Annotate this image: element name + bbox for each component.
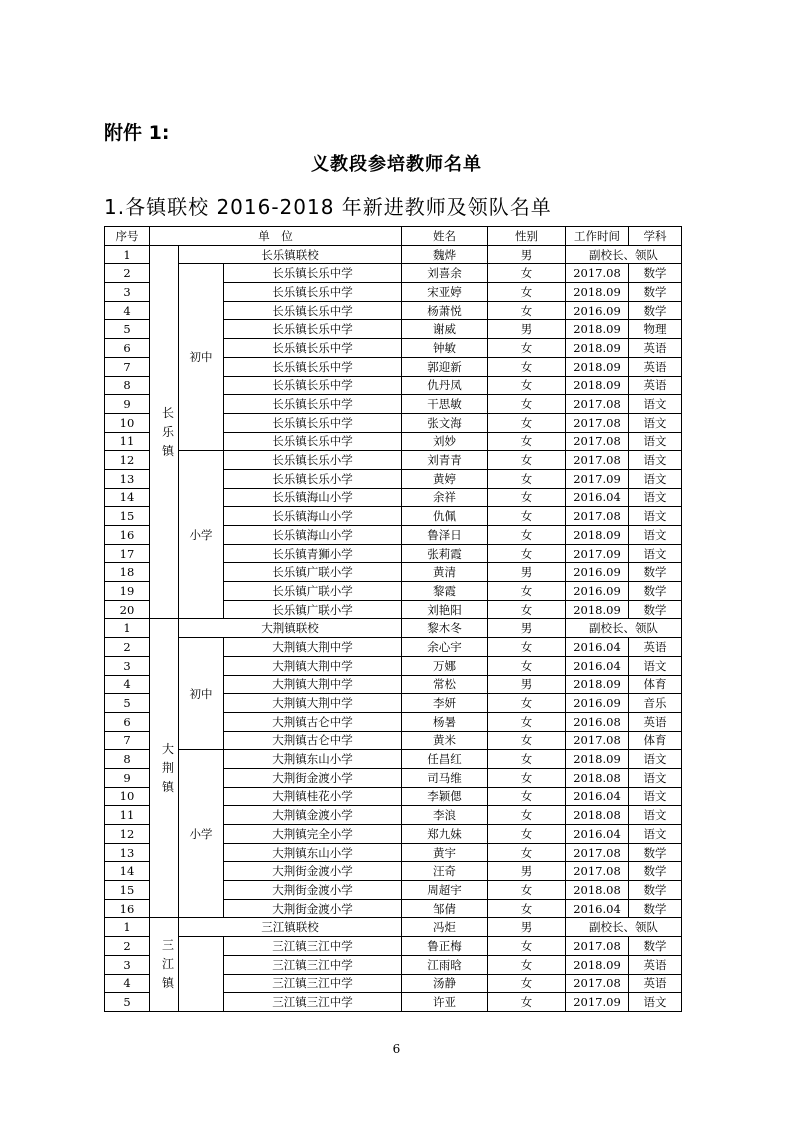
unit-cell: 大荆街金渡小学 (224, 768, 402, 787)
subject-cell: 语文 (629, 825, 682, 844)
unit-cell: 大荆街金渡小学 (224, 881, 402, 900)
table-header-row (105, 227, 682, 246)
unit-cell: 大荆镇金渡小学 (224, 806, 402, 825)
row-no-cell: 10 (105, 787, 150, 806)
name-cell: 钟敏 (402, 339, 488, 358)
work-time-cell: 2016.04 (566, 638, 629, 657)
gender-cell: 女 (488, 787, 566, 806)
name-cell: 郭迎新 (402, 357, 488, 376)
work-time-cell: 2017.08 (566, 451, 629, 470)
gender-cell: 女 (488, 395, 566, 414)
subject-cell: 数学 (629, 881, 682, 900)
work-time-cell: 2018.09 (566, 526, 629, 545)
name-cell: 刘青青 (402, 451, 488, 470)
name-cell: 魏烨 (402, 245, 488, 264)
row-no-cell: 18 (105, 563, 150, 582)
row-no-cell: 11 (105, 806, 150, 825)
table-row (105, 264, 682, 283)
subject-cell: 数学 (629, 600, 682, 619)
work-time-cell: 2016.04 (566, 899, 629, 918)
gender-cell: 女 (488, 974, 566, 993)
gender-cell: 男 (488, 563, 566, 582)
unit-cell: 长乐镇长乐中学 (224, 320, 402, 339)
row-no-cell: 12 (105, 451, 150, 470)
name-cell: 黄婷 (402, 469, 488, 488)
unit-cell: 长乐镇广联小学 (224, 582, 402, 601)
name-cell: 鲁正梅 (402, 937, 488, 956)
subject-cell: 语文 (629, 544, 682, 563)
gender-cell: 女 (488, 955, 566, 974)
row-no-cell: 19 (105, 582, 150, 601)
unit-cell: 长乐镇长乐中学 (224, 357, 402, 376)
gender-cell: 女 (488, 451, 566, 470)
work-time-cell: 2018.08 (566, 806, 629, 825)
role-cell: 副校长、领队 (566, 918, 682, 937)
row-no-cell: 6 (105, 339, 150, 358)
unit-cell: 大荆镇完全小学 (224, 825, 402, 844)
school-level-cell: 初中 (179, 638, 224, 750)
subject-cell: 语文 (629, 750, 682, 769)
work-time-cell: 2017.08 (566, 862, 629, 881)
subject-cell: 英语 (629, 339, 682, 358)
row-no-cell: 13 (105, 469, 150, 488)
name-cell: 江雨晗 (402, 955, 488, 974)
row-no-cell: 7 (105, 731, 150, 750)
gender-cell: 女 (488, 806, 566, 825)
subject-cell: 英语 (629, 638, 682, 657)
work-time-cell: 2018.08 (566, 768, 629, 787)
row-no-cell: 1 (105, 619, 150, 638)
work-time-cell: 2016.04 (566, 787, 629, 806)
row-no-cell: 6 (105, 712, 150, 731)
name-cell: 郑九妹 (402, 825, 488, 844)
row-no-cell: 16 (105, 526, 150, 545)
page-number: 6 (392, 1042, 401, 1056)
row-no-cell: 15 (105, 507, 150, 526)
row-no-cell: 1 (105, 918, 150, 937)
subject-cell: 语文 (629, 413, 682, 432)
name-cell: 李妍 (402, 694, 488, 713)
name-cell: 刘艳阳 (402, 600, 488, 619)
school-level-cell: 初中 (179, 264, 224, 451)
subject-cell: 语文 (629, 469, 682, 488)
work-time-cell: 2018.09 (566, 376, 629, 395)
subject-cell: 语文 (629, 993, 682, 1012)
work-time-cell: 2016.04 (566, 825, 629, 844)
name-cell: 黄米 (402, 731, 488, 750)
gender-cell: 女 (488, 357, 566, 376)
subject-cell: 语文 (629, 526, 682, 545)
name-cell: 李颖偲 (402, 787, 488, 806)
gender-cell: 女 (488, 881, 566, 900)
work-time-cell: 2017.09 (566, 544, 629, 563)
subject-cell: 数学 (629, 563, 682, 582)
unit-cell: 长乐镇联校 (179, 245, 402, 264)
header-work-time: 工作时间 (566, 227, 629, 246)
attachment-label: 附件 1: (104, 122, 170, 144)
gender-cell: 男 (488, 675, 566, 694)
subject-cell: 英语 (629, 974, 682, 993)
subject-cell: 数学 (629, 264, 682, 283)
town-name-cell: 长乐镇 (150, 245, 179, 619)
unit-cell: 长乐镇广联小学 (224, 600, 402, 619)
gender-cell: 男 (488, 619, 566, 638)
header-no: 序号 (105, 227, 150, 246)
unit-cell: 长乐镇长乐中学 (224, 301, 402, 320)
work-time-cell: 2016.04 (566, 488, 629, 507)
unit-cell: 长乐镇海山小学 (224, 507, 402, 526)
subject-cell: 语文 (629, 432, 682, 451)
work-time-cell: 2017.09 (566, 469, 629, 488)
row-no-cell: 14 (105, 488, 150, 507)
work-time-cell: 2016.08 (566, 712, 629, 731)
subject-cell: 数学 (629, 899, 682, 918)
name-cell: 汤静 (402, 974, 488, 993)
gender-cell: 女 (488, 638, 566, 657)
row-no-cell: 4 (105, 974, 150, 993)
unit-cell: 三江镇三江中学 (224, 955, 402, 974)
row-no-cell: 5 (105, 320, 150, 339)
work-time-cell: 2017.08 (566, 731, 629, 750)
role-cell: 副校长、领队 (566, 245, 682, 264)
name-cell: 杨萧悦 (402, 301, 488, 320)
gender-cell: 女 (488, 899, 566, 918)
unit-cell: 大荆镇大荆中学 (224, 675, 402, 694)
gender-cell: 女 (488, 339, 566, 358)
name-cell: 黄清 (402, 563, 488, 582)
work-time-cell: 2017.09 (566, 993, 629, 1012)
town-name-cell: 三江镇 (150, 918, 179, 1011)
work-time-cell: 2017.08 (566, 507, 629, 526)
gender-cell: 女 (488, 731, 566, 750)
row-no-cell: 17 (105, 544, 150, 563)
subject-cell: 语文 (629, 768, 682, 787)
name-cell: 仇佩 (402, 507, 488, 526)
table-row (105, 918, 682, 937)
row-no-cell: 20 (105, 600, 150, 619)
row-no-cell: 8 (105, 750, 150, 769)
unit-cell: 大荆街金渡小学 (224, 862, 402, 881)
subject-cell: 数学 (629, 283, 682, 302)
unit-cell: 大荆镇大荆中学 (224, 656, 402, 675)
row-no-cell: 7 (105, 357, 150, 376)
name-cell: 黎木冬 (402, 619, 488, 638)
name-cell: 周超宇 (402, 881, 488, 900)
gender-cell: 女 (488, 301, 566, 320)
document-title: 义教段参培教师名单 (311, 154, 482, 175)
unit-cell: 三江镇联校 (179, 918, 402, 937)
work-time-cell: 2018.09 (566, 283, 629, 302)
unit-cell: 长乐镇青狮小学 (224, 544, 402, 563)
work-time-cell: 2017.08 (566, 432, 629, 451)
row-no-cell: 3 (105, 656, 150, 675)
work-time-cell: 2017.08 (566, 395, 629, 414)
gender-cell: 女 (488, 507, 566, 526)
unit-cell: 长乐镇长乐中学 (224, 264, 402, 283)
unit-cell: 大荆镇桂花小学 (224, 787, 402, 806)
row-no-cell: 10 (105, 413, 150, 432)
name-cell: 黄宇 (402, 843, 488, 862)
work-time-cell: 2018.09 (566, 955, 629, 974)
row-no-cell: 2 (105, 264, 150, 283)
unit-cell: 长乐镇长乐中学 (224, 339, 402, 358)
name-cell: 邹倩 (402, 899, 488, 918)
unit-cell: 长乐镇广联小学 (224, 563, 402, 582)
unit-cell: 长乐镇长乐中学 (224, 395, 402, 414)
gender-cell: 女 (488, 937, 566, 956)
row-no-cell: 8 (105, 376, 150, 395)
gender-cell: 女 (488, 768, 566, 787)
gender-cell: 女 (488, 376, 566, 395)
school-level-cell: 小学 (179, 750, 224, 918)
name-cell: 干思敏 (402, 395, 488, 414)
name-cell: 宋亚婷 (402, 283, 488, 302)
work-time-cell: 2018.09 (566, 339, 629, 358)
gender-cell: 女 (488, 750, 566, 769)
gender-cell: 女 (488, 656, 566, 675)
gender-cell: 女 (488, 993, 566, 1012)
subject-cell: 数学 (629, 937, 682, 956)
gender-cell: 女 (488, 825, 566, 844)
row-no-cell: 2 (105, 638, 150, 657)
gender-cell: 男 (488, 320, 566, 339)
school-level-cell (179, 937, 224, 1012)
unit-cell: 长乐镇长乐中学 (224, 283, 402, 302)
gender-cell: 女 (488, 488, 566, 507)
name-cell: 任昌红 (402, 750, 488, 769)
work-time-cell: 2017.08 (566, 974, 629, 993)
table-row (105, 750, 682, 769)
subject-cell: 语文 (629, 787, 682, 806)
header-name: 姓名 (402, 227, 488, 246)
row-no-cell: 15 (105, 881, 150, 900)
row-no-cell: 13 (105, 843, 150, 862)
name-cell: 余心宇 (402, 638, 488, 657)
role-cell: 副校长、领队 (566, 619, 682, 638)
section-title: 1.各镇联校 2016-2018 年新进教师及领队名单 (104, 195, 552, 219)
header-gender: 性别 (488, 227, 566, 246)
work-time-cell: 2016.09 (566, 563, 629, 582)
unit-cell: 大荆镇东山小学 (224, 843, 402, 862)
gender-cell: 女 (488, 283, 566, 302)
header-unit: 单 位 (150, 227, 402, 246)
subject-cell: 物理 (629, 320, 682, 339)
unit-cell: 大荆镇大荆中学 (224, 638, 402, 657)
name-cell: 仇丹凤 (402, 376, 488, 395)
name-cell: 万娜 (402, 656, 488, 675)
table-row (105, 245, 682, 264)
row-no-cell: 5 (105, 694, 150, 713)
work-time-cell: 2017.08 (566, 843, 629, 862)
subject-cell: 语文 (629, 451, 682, 470)
subject-cell: 语文 (629, 656, 682, 675)
table-row (105, 937, 682, 956)
gender-cell: 女 (488, 843, 566, 862)
name-cell: 杨暑 (402, 712, 488, 731)
unit-cell: 大荆镇古仑中学 (224, 712, 402, 731)
unit-cell: 长乐镇长乐中学 (224, 432, 402, 451)
unit-cell: 长乐镇长乐中学 (224, 413, 402, 432)
unit-cell: 长乐镇长乐小学 (224, 451, 402, 470)
subject-cell: 英语 (629, 357, 682, 376)
gender-cell: 女 (488, 264, 566, 283)
name-cell: 黎霞 (402, 582, 488, 601)
name-cell: 张文海 (402, 413, 488, 432)
name-cell: 刘妙 (402, 432, 488, 451)
subject-cell: 英语 (629, 712, 682, 731)
row-no-cell: 9 (105, 395, 150, 414)
unit-cell: 长乐镇海山小学 (224, 488, 402, 507)
unit-cell: 三江镇三江中学 (224, 974, 402, 993)
subject-cell: 英语 (629, 376, 682, 395)
work-time-cell: 2017.08 (566, 937, 629, 956)
gender-cell: 男 (488, 862, 566, 881)
subject-cell: 数学 (629, 301, 682, 320)
header-subject: 学科 (629, 227, 682, 246)
work-time-cell: 2018.09 (566, 675, 629, 694)
name-cell: 鲁泽日 (402, 526, 488, 545)
work-time-cell: 2016.04 (566, 656, 629, 675)
row-no-cell: 5 (105, 993, 150, 1012)
teacher-roster-table (104, 226, 682, 1012)
unit-cell: 大荆镇联校 (179, 619, 402, 638)
work-time-cell: 2017.08 (566, 413, 629, 432)
unit-cell: 大荆镇东山小学 (224, 750, 402, 769)
row-no-cell: 11 (105, 432, 150, 451)
name-cell: 张莉霞 (402, 544, 488, 563)
subject-cell: 音乐 (629, 694, 682, 713)
gender-cell: 女 (488, 600, 566, 619)
name-cell: 余祥 (402, 488, 488, 507)
name-cell: 常松 (402, 675, 488, 694)
gender-cell: 女 (488, 432, 566, 451)
name-cell: 汪奇 (402, 862, 488, 881)
town-name-cell: 大荆镇 (150, 619, 179, 918)
gender-cell: 女 (488, 526, 566, 545)
work-time-cell: 2016.09 (566, 301, 629, 320)
subject-cell: 语文 (629, 488, 682, 507)
unit-cell: 三江镇三江中学 (224, 937, 402, 956)
unit-cell: 长乐镇长乐小学 (224, 469, 402, 488)
row-no-cell: 16 (105, 899, 150, 918)
subject-cell: 数学 (629, 862, 682, 881)
unit-cell: 三江镇三江中学 (224, 993, 402, 1012)
table-row (105, 451, 682, 470)
gender-cell: 女 (488, 469, 566, 488)
subject-cell: 语文 (629, 806, 682, 825)
school-level-cell: 小学 (179, 451, 224, 619)
subject-cell: 体育 (629, 675, 682, 694)
work-time-cell: 2018.09 (566, 600, 629, 619)
gender-cell: 女 (488, 712, 566, 731)
work-time-cell: 2018.09 (566, 750, 629, 769)
unit-cell: 大荆街金渡小学 (224, 899, 402, 918)
work-time-cell: 2018.08 (566, 881, 629, 900)
name-cell: 许亚 (402, 993, 488, 1012)
row-no-cell: 4 (105, 301, 150, 320)
table-row (105, 638, 682, 657)
subject-cell: 体育 (629, 731, 682, 750)
gender-cell: 女 (488, 694, 566, 713)
row-no-cell: 4 (105, 675, 150, 694)
name-cell: 李浪 (402, 806, 488, 825)
unit-cell: 长乐镇海山小学 (224, 526, 402, 545)
table-body (105, 245, 682, 1011)
work-time-cell: 2017.08 (566, 264, 629, 283)
subject-cell: 语文 (629, 395, 682, 414)
row-no-cell: 3 (105, 955, 150, 974)
table-row (105, 619, 682, 638)
subject-cell: 英语 (629, 955, 682, 974)
gender-cell: 男 (488, 918, 566, 937)
row-no-cell: 3 (105, 283, 150, 302)
gender-cell: 女 (488, 413, 566, 432)
gender-cell: 女 (488, 582, 566, 601)
name-cell: 司马维 (402, 768, 488, 787)
unit-cell: 大荆镇古仑中学 (224, 731, 402, 750)
work-time-cell: 2016.09 (566, 582, 629, 601)
row-no-cell: 12 (105, 825, 150, 844)
row-no-cell: 9 (105, 768, 150, 787)
unit-cell: 长乐镇长乐中学 (224, 376, 402, 395)
name-cell: 冯炬 (402, 918, 488, 937)
work-time-cell: 2016.09 (566, 694, 629, 713)
unit-cell: 大荆镇大荆中学 (224, 694, 402, 713)
subject-cell: 数学 (629, 582, 682, 601)
name-cell: 谢威 (402, 320, 488, 339)
row-no-cell: 2 (105, 937, 150, 956)
gender-cell: 男 (488, 245, 566, 264)
row-no-cell: 1 (105, 245, 150, 264)
subject-cell: 数学 (629, 843, 682, 862)
row-no-cell: 14 (105, 862, 150, 881)
subject-cell: 语文 (629, 507, 682, 526)
name-cell: 刘喜余 (402, 264, 488, 283)
gender-cell: 女 (488, 544, 566, 563)
work-time-cell: 2018.09 (566, 357, 629, 376)
work-time-cell: 2018.09 (566, 320, 629, 339)
